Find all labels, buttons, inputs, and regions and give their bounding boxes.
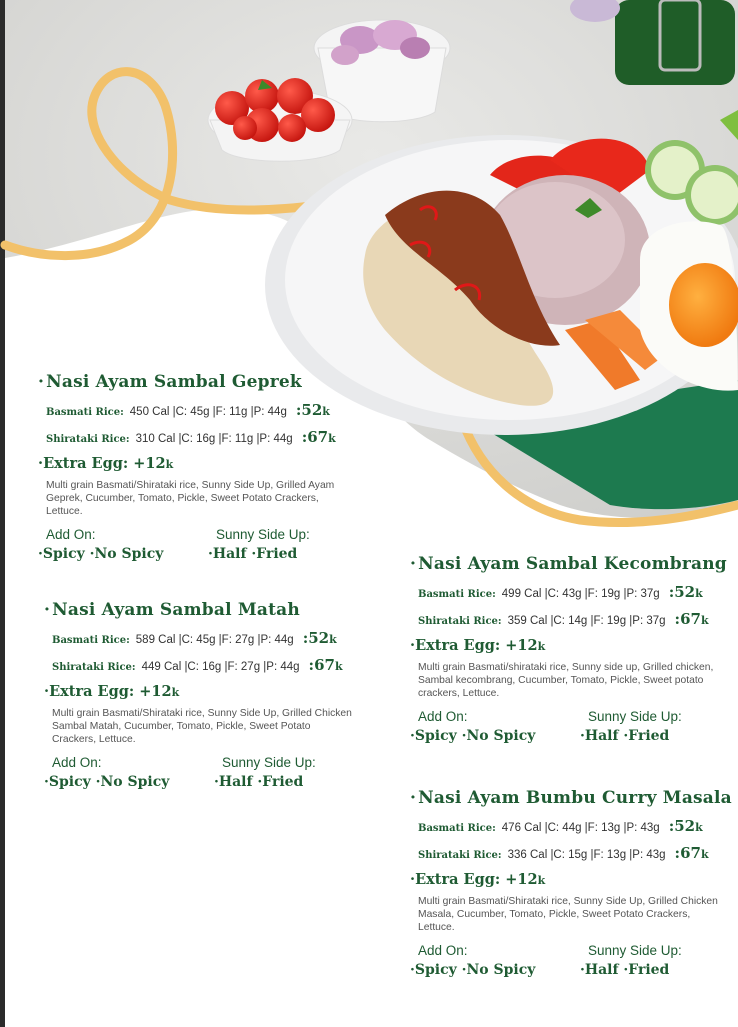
item-title: · Nasi Ayam Sambal Geprek (38, 372, 302, 392)
sunny-label: Sunny Side Up: (588, 709, 682, 724)
sunny-group (580, 709, 682, 744)
macros: 359 Cal |C: 14g |F: 19g |P: 37g (507, 615, 666, 627)
item-description: Multi grain Basmati/Shirataki rice, Sunny Side Up, Grilled Chicken Sambal Matah, Cucumber, Tomato, Pickle, Sweet Potato Crackers, Lettuce. (52, 708, 352, 745)
addon-options[interactable]: ·Spicy ·No Spicy (44, 774, 170, 790)
item-title: · Nasi Ayam Sambal Matah (44, 600, 300, 620)
rice-label: Basmati Rice: (418, 823, 496, 834)
macros: 476 Cal |C: 44g |F: 13g |P: 43g (501, 822, 660, 834)
price: :52k (668, 817, 703, 835)
sunny-group (580, 943, 682, 978)
basmati-price-row (38, 401, 358, 419)
macros: 310 Cal |C: 16g |F: 11g |P: 44g (135, 433, 293, 445)
item-description: Multi grain Basmati/shirataki rice, Sunny side up, Grilled chicken, Sambal kecombrang, Cucumber, Tomato, Pickle, Sweet potato crackers, Lettuce. (418, 662, 714, 699)
sunny-label: Sunny Side Up: (216, 527, 310, 542)
addon-label: Add On: (46, 527, 96, 542)
macros: 589 Cal |C: 45g |F: 27g |P: 44g (135, 634, 294, 646)
extra-egg: ·Extra Egg: +12k (410, 637, 546, 654)
price: :67k (308, 656, 343, 674)
item-description: Multi grain Basmati/Shirataki rice, Sunny Side Up, Grilled Chicken Masala, Cucumber, Tomato, Pickle, Sweet Potato Crackers, Lettuce. (418, 896, 718, 933)
price: :67k (301, 428, 336, 446)
price: :52k (668, 583, 703, 601)
addon-options[interactable]: ·Spicy ·No Spicy (410, 962, 536, 978)
macros: 449 Cal |C: 16g |F: 27g |P: 44g (141, 661, 300, 673)
options-row (410, 709, 730, 744)
rice-label: Basmati Rice: (418, 589, 496, 600)
sunny-label: Sunny Side Up: (588, 943, 682, 958)
price: :67k (674, 844, 709, 862)
options-row (410, 943, 730, 978)
item-description: Multi grain Basmati/Shirataki rice, Sunny Side Up, Grilled Ayam Geprek, Cucumber, Tomato, Pickle, Sweet Potato Crackers, Lettuce. (46, 480, 335, 517)
price: :67k (674, 610, 709, 628)
extra-egg: ·Extra Egg: +12k (38, 455, 174, 472)
extra-egg: ·Extra Egg: +12k (44, 683, 180, 700)
sunny-group (208, 527, 310, 562)
shirataki-price-row (44, 656, 364, 674)
basmati-price-row (410, 583, 730, 601)
addon-label: Add On: (418, 943, 468, 958)
sunny-group (214, 755, 316, 790)
shirataki-price-row (410, 844, 730, 862)
menu-item-sambal-geprek (38, 372, 358, 562)
shirataki-price-row (410, 610, 730, 628)
addon-options[interactable]: ·Spicy ·No Spicy (410, 728, 536, 744)
rice-label: Shirataki Rice: (52, 662, 136, 673)
menu-item-sambal-kecombrang (410, 554, 730, 744)
sunny-options[interactable]: ·Half ·Fried (580, 962, 670, 978)
rice-label: Shirataki Rice: (418, 616, 502, 627)
addon-group (410, 709, 580, 744)
sunny-options[interactable]: ·Half ·Fried (214, 774, 304, 790)
addon-group (38, 527, 208, 562)
addon-options[interactable]: ·Spicy ·No Spicy (38, 546, 164, 562)
basmati-price-row (44, 629, 364, 647)
sunny-options[interactable]: ·Half ·Fried (208, 546, 298, 562)
price: :52k (295, 401, 330, 419)
sunny-options[interactable]: ·Half ·Fried (580, 728, 670, 744)
item-title: · Nasi Ayam Bumbu Curry Masala (410, 788, 732, 808)
price: :52k (302, 629, 337, 647)
rice-label: Shirataki Rice: (418, 850, 502, 861)
addon-group (410, 943, 580, 978)
rice-label: Basmati Rice: (46, 407, 124, 418)
menu-item-sambal-matah (44, 600, 364, 790)
sunny-label: Sunny Side Up: (222, 755, 316, 770)
menu-item-bumbu-curry-masala (410, 788, 730, 978)
options-row (38, 527, 358, 562)
macros: 450 Cal |C: 45g |F: 11g |P: 44g (129, 406, 287, 418)
shirataki-price-row (38, 428, 358, 446)
addon-label: Add On: (52, 755, 102, 770)
addon-group (44, 755, 214, 790)
basmati-price-row (410, 817, 730, 835)
extra-egg: ·Extra Egg: +12k (410, 871, 546, 888)
item-title: · Nasi Ayam Sambal Kecombrang (410, 554, 727, 574)
rice-label: Shirataki Rice: (46, 434, 130, 445)
macros: 336 Cal |C: 15g |F: 13g |P: 43g (507, 849, 666, 861)
addon-label: Add On: (418, 709, 468, 724)
rice-label: Basmati Rice: (52, 635, 130, 646)
options-row (44, 755, 364, 790)
macros: 499 Cal |C: 43g |F: 19g |P: 37g (501, 588, 660, 600)
